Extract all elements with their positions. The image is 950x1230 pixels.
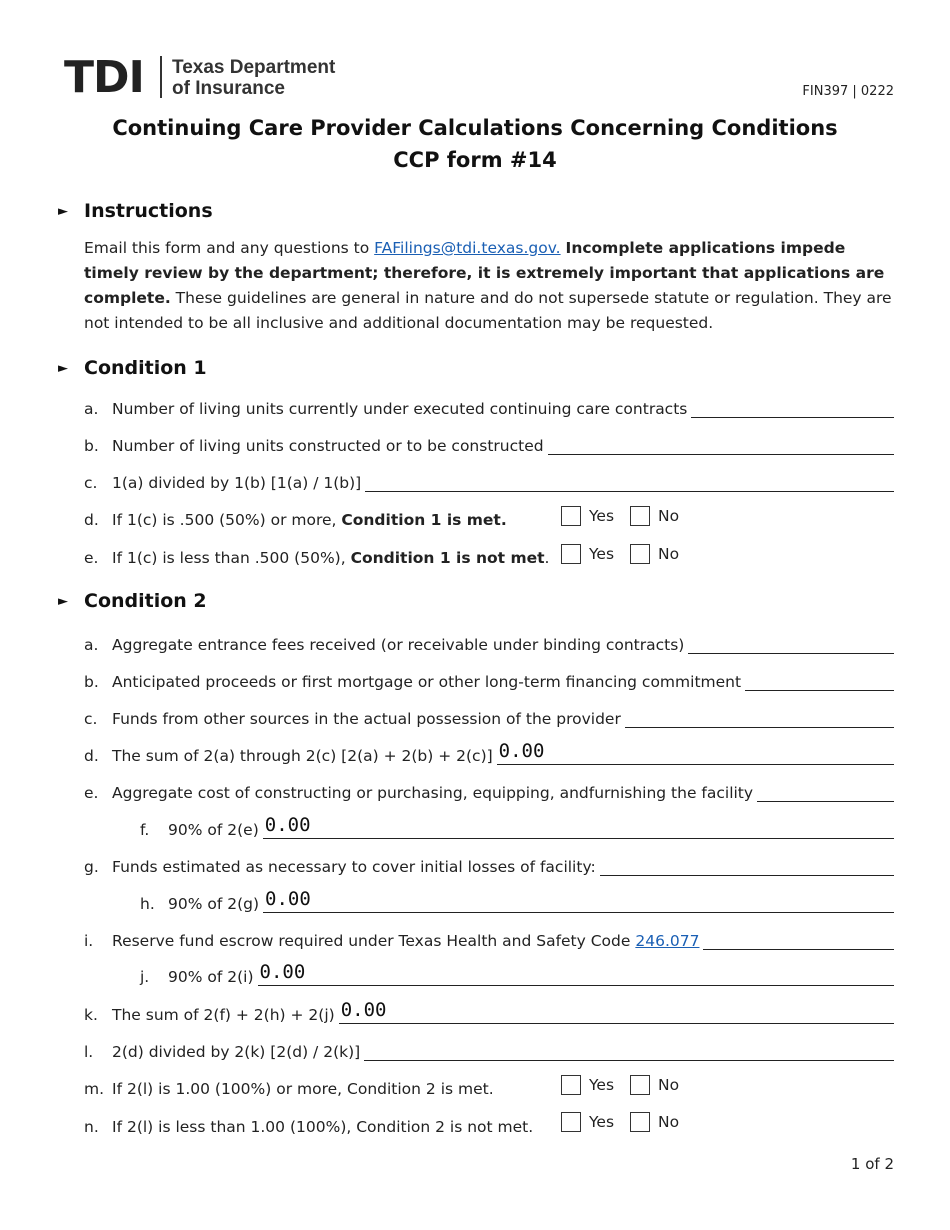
row-letter: d.: [84, 747, 99, 765]
row-letter: f.: [140, 821, 150, 839]
condition2-row-l: [84, 1035, 894, 1061]
row-letter: a.: [84, 636, 99, 654]
triangle-bullet-icon: ►: [58, 593, 68, 609]
logo-line-1: Texas Department: [172, 57, 336, 78]
instructions-bold-text: Incomplete applications impede timely review by the department; therefore, it is extremely important that applications are complete.: [84, 239, 885, 307]
condition2-n-yes-checkbox[interactable]: [561, 1112, 581, 1132]
instructions-text-start: Email this form and any questions to: [84, 239, 375, 257]
label-bold: Condition 1 is not met: [350, 549, 545, 567]
no-label: No: [658, 545, 680, 563]
condition2-heading: [58, 590, 207, 612]
row-label: Funds estimated as necessary to cover initial losses of facility:: [112, 858, 596, 876]
label-plain: If 1(c) is less than .500 (50%),: [112, 549, 351, 567]
condition1-e-no-checkbox[interactable]: [630, 544, 650, 564]
row-letter: j.: [140, 968, 150, 986]
row-label: Aggregate cost of constructing or purchasing, equipping, andfurnishing the facility: [112, 784, 754, 802]
logo-line-2: of Insurance: [172, 78, 285, 99]
condition2-row-a: [84, 628, 894, 654]
condition2-i-input[interactable]: [703, 929, 894, 950]
code-section-link[interactable]: 246.077: [635, 932, 700, 950]
condition2-row-h: [140, 887, 894, 913]
condition1-a-input[interactable]: [691, 397, 894, 418]
row-letter: a.: [84, 400, 99, 418]
row-letter: n.: [84, 1118, 99, 1136]
triangle-bullet-icon: ►: [58, 203, 68, 219]
condition1-row-c: [84, 466, 894, 492]
row-label: [112, 549, 549, 567]
row-label: 2(d) divided by 2(k) [2(d) / 2(k)]: [112, 1043, 361, 1061]
condition1-row-a: [84, 392, 894, 418]
condition2-row-f: [140, 813, 894, 839]
condition2-row-e: [84, 776, 894, 802]
row-letter: m.: [84, 1080, 105, 1098]
row-label: 90% of 2(e): [168, 821, 259, 839]
instructions-heading: [58, 200, 213, 222]
condition1-e-options: [561, 544, 679, 564]
no-label: No: [658, 1113, 680, 1131]
row-letter: h.: [140, 895, 155, 913]
field-value: 0.00: [259, 961, 306, 983]
row-label: Funds from other sources in the actual possession of the provider: [112, 710, 621, 728]
condition2-c-input[interactable]: [625, 707, 894, 728]
row-label: The sum of 2(f) + 2(h) + 2(j): [112, 1006, 335, 1024]
logo-divider: [160, 56, 162, 98]
yes-label: Yes: [589, 507, 615, 525]
condition2-j-input[interactable]: [258, 961, 894, 986]
condition2-m-options: [561, 1075, 679, 1095]
condition1-d-options: [561, 506, 679, 526]
condition1-e-yes-checkbox[interactable]: [561, 544, 581, 564]
condition1-d-yes-checkbox[interactable]: [561, 506, 581, 526]
instructions-text-end: These guidelines are general in nature and do not supersede statute or regulation. They are not intended to be all inclusive and additional documentation may be requested.: [84, 289, 892, 332]
row-letter: k.: [84, 1006, 98, 1024]
condition1-c-input[interactable]: [365, 471, 894, 492]
form-id: FIN397 | 0222: [802, 84, 894, 99]
row-letter: c.: [84, 474, 98, 492]
condition2-a-input[interactable]: [688, 633, 894, 654]
row-label: [112, 932, 699, 950]
condition1-d-no-checkbox[interactable]: [630, 506, 650, 526]
no-label: No: [658, 507, 680, 525]
no-label: No: [658, 1076, 680, 1094]
condition2-row-j: [140, 960, 894, 986]
condition2-n-options: [561, 1112, 679, 1132]
row-label: 1(a) divided by 1(b) [1(a) / 1(b)]: [112, 474, 362, 492]
condition2-row-k: [84, 998, 894, 1024]
field-value: 0.00: [340, 999, 387, 1021]
condition2-m-no-checkbox[interactable]: [630, 1075, 650, 1095]
condition2-k-input[interactable]: [339, 999, 894, 1024]
row-label: Aggregate entrance fees received (or receivable under binding contracts): [112, 636, 685, 654]
condition1-heading: [58, 357, 207, 379]
condition2-f-input[interactable]: [263, 814, 894, 839]
yes-label: Yes: [589, 545, 615, 563]
condition2-h-input[interactable]: [263, 888, 894, 913]
condition2-row-m: [84, 1072, 894, 1098]
row-letter: b.: [84, 673, 99, 691]
row-letter: b.: [84, 437, 99, 455]
row-label: Number of living units currently under executed continuing care contracts: [112, 400, 688, 418]
row-letter: e.: [84, 549, 99, 567]
condition2-row-n: [84, 1110, 894, 1136]
row-label: The sum of 2(a) through 2(c) [2(a) + 2(b) + 2(c)]: [112, 747, 493, 765]
yes-label: Yes: [589, 1113, 615, 1131]
condition2-heading-text: Condition 2: [84, 590, 207, 612]
condition2-g-input[interactable]: [600, 855, 894, 876]
condition2-row-g: [84, 850, 894, 876]
condition2-row-c: [84, 702, 894, 728]
field-value: 0.00: [498, 740, 545, 762]
label-plain: If 1(c) is .500 (50%) or more,: [112, 511, 342, 529]
instructions-heading-text: Instructions: [84, 200, 213, 222]
tdi-logo-mark: TDI: [64, 52, 144, 103]
label-end: .: [544, 549, 550, 567]
yes-label: Yes: [589, 1076, 615, 1094]
email-link[interactable]: FAFilings@tdi.texas.gov.: [374, 239, 561, 257]
condition2-e-input[interactable]: [757, 781, 894, 802]
condition2-b-input[interactable]: [745, 670, 894, 691]
row-letter: e.: [84, 784, 99, 802]
condition2-m-yes-checkbox[interactable]: [561, 1075, 581, 1095]
row-label: Number of living units constructed or to be constructed: [112, 437, 544, 455]
page-subtitle: CCP form #14: [393, 148, 557, 172]
field-value: 0.00: [265, 888, 311, 910]
row-label: [112, 511, 507, 529]
label-bold: Condition 1 is met.: [341, 511, 507, 529]
instructions-paragraph: [84, 236, 896, 336]
row-label: If 2(l) is less than 1.00 (100%), Condition 2 is not met.: [112, 1118, 534, 1136]
row-letter: g.: [84, 858, 99, 876]
condition2-row-d: [84, 739, 894, 765]
row-letter: d.: [84, 511, 99, 529]
triangle-bullet-icon: ►: [58, 360, 68, 376]
field-value: 0.00: [264, 814, 311, 836]
row-label: Anticipated proceeds or first mortgage or other long-term financing commitment: [112, 673, 742, 691]
page-title: Continuing Care Provider Calculations Concerning Conditions: [112, 116, 838, 140]
condition1-row-b: [84, 429, 894, 455]
condition2-row-i: [84, 924, 894, 950]
label-plain: Reserve fund escrow required under Texas Health and Safety Code: [112, 932, 636, 950]
condition1-heading-text: Condition 1: [84, 357, 207, 379]
row-label: 90% of 2(i): [168, 968, 254, 986]
condition2-n-no-checkbox[interactable]: [630, 1112, 650, 1132]
condition2-row-b: [84, 665, 894, 691]
row-label: If 2(l) is 1.00 (100%) or more, Condition 2 is met.: [112, 1080, 494, 1098]
row-letter: c.: [84, 710, 98, 728]
condition1-b-input[interactable]: [548, 434, 894, 455]
row-letter: l.: [84, 1043, 94, 1061]
condition2-d-input[interactable]: [497, 740, 894, 765]
row-letter: i.: [84, 932, 94, 950]
condition1-row-e: [84, 541, 894, 567]
condition2-l-input[interactable]: [364, 1040, 894, 1061]
row-label: 90% of 2(g): [168, 895, 260, 913]
condition1-row-d: [84, 503, 894, 529]
page-number: 1 of 2: [850, 1155, 894, 1173]
tdi-logo-text: [172, 57, 335, 99]
